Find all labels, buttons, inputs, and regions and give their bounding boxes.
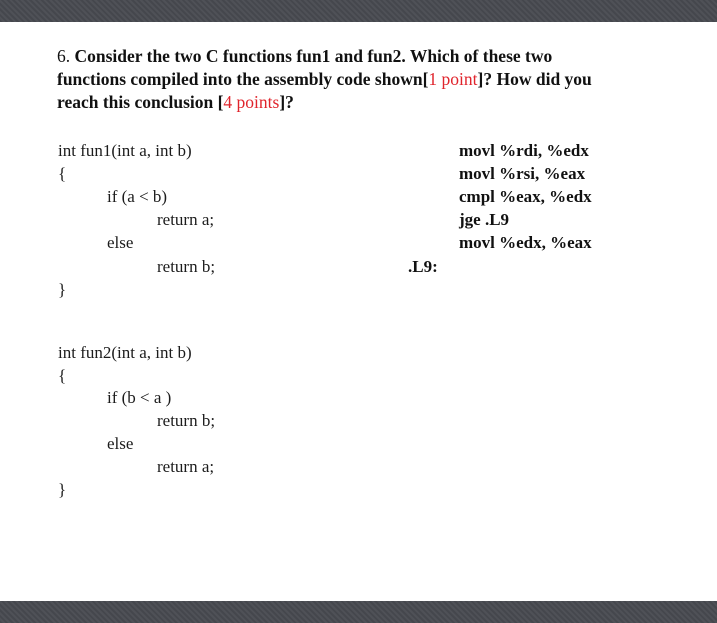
- fun2-return-b: return b;: [157, 411, 216, 430]
- fun1-else: else: [107, 233, 134, 252]
- asm-line-4: jge .L9: [459, 210, 510, 229]
- fun2-return-a: return a;: [157, 457, 215, 476]
- question-line-2: [57, 69, 592, 89]
- question-line-3: [57, 92, 294, 112]
- viewer-top-bar: [0, 0, 717, 22]
- fun2-close-brace: }: [58, 480, 67, 499]
- fun2-signature: int fun2(int a, int b): [58, 343, 192, 362]
- fun2-else: else: [107, 434, 134, 453]
- points-1: 1 point: [428, 69, 478, 89]
- fun2-if: if (b < a ): [107, 388, 172, 407]
- question-text-1: Consider the two C functions fun1 and fun2. Which of these two: [74, 46, 553, 66]
- fun1-return-a: return a;: [157, 210, 215, 229]
- document-page: [0, 22, 717, 601]
- question-text-2a: functions compiled into the assembly code shown[: [57, 69, 429, 89]
- question-text-3b: ]?: [279, 92, 294, 112]
- question-text-2b: ]? How did you: [477, 69, 592, 89]
- fun2-open-brace: {: [58, 366, 67, 385]
- asm-label: .L9:: [408, 257, 438, 276]
- fun1-open-brace: {: [58, 164, 67, 183]
- question-number: 6.: [57, 46, 71, 66]
- fun1-if: if (a < b): [107, 187, 168, 206]
- asm-line-3: cmpl %eax, %edx: [459, 187, 592, 206]
- asm-line-5: movl %edx, %eax: [459, 233, 592, 252]
- fun1-close-brace: }: [58, 280, 67, 299]
- points-4: 4 points: [223, 92, 280, 112]
- question-line-1: [57, 46, 552, 66]
- fun1-return-b: return b;: [157, 257, 216, 276]
- viewer-bottom-bar: [0, 601, 717, 623]
- fun1-signature: int fun1(int a, int b): [58, 141, 192, 160]
- question-text-3a: reach this conclusion [: [57, 92, 224, 112]
- asm-line-1: movl %rdi, %edx: [459, 141, 589, 160]
- asm-line-2: movl %rsi, %eax: [459, 164, 586, 183]
